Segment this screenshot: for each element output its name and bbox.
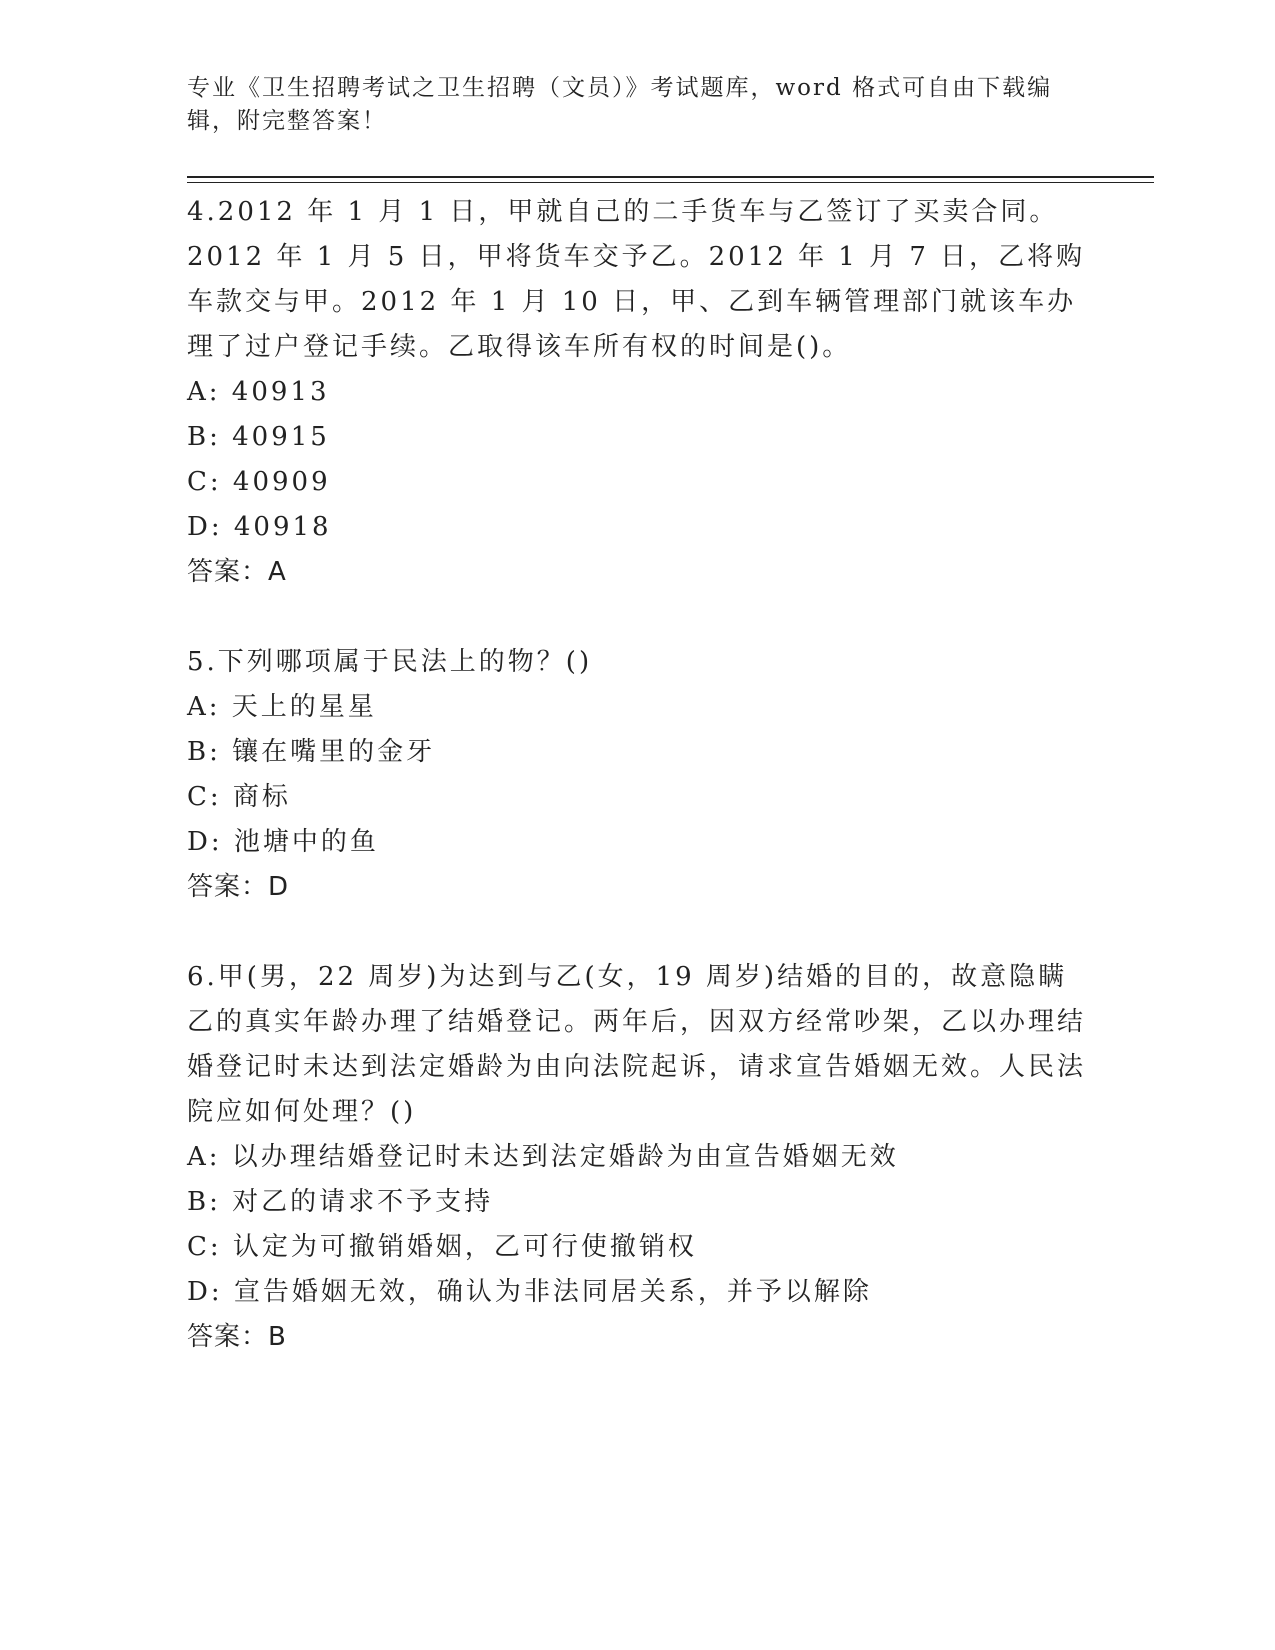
option-a: A: 天上的星星 [187,692,377,722]
option-b: B: 对乙的请求不予支持 [187,1187,494,1217]
option-b: B: 镶在嘴里的金牙 [187,737,436,767]
question-text: 6.甲(男，22 周岁)为达到与乙(女，19 周岁)结婚的目的，故意隐瞒乙的真实年龄办理了结婚登记。两年后，因双方经常吵架，乙以办理结婚登记时未达到法定婚龄为由向法院起诉，请求宣告婚姻无效。人民法院应如何处理？() [187,962,1087,1127]
answer-line: 答案：A [187,557,287,587]
question-text: 4.2012 年 1 月 1 日，甲就自己的二手货车与乙签订了买卖合同。2012 年 1 月 5 日，甲将货车交予乙。2012 年 1 月 7 日，乙将购车款交与甲。2012 年 1 月 10 日，甲、乙到车辆管理部门就该车办理了过户登记手续。乙取得该车所有权的时间是()。 [187,197,1086,362]
question-6 [187,955,1087,1360]
option-d: D: 40918 [187,512,332,542]
header-divider-thin [187,182,1154,183]
option-a: A: 以办理结婚登记时未达到法定婚龄为由宣告婚姻无效 [187,1142,899,1172]
question-spacer [187,910,1087,955]
option-b: B: 40915 [187,422,330,452]
option-c: C: 认定为可撤销婚姻，乙可行使撤销权 [187,1232,697,1262]
document-header: 专业《卫生招聘考试之卫生招聘（文员）》考试题库，word 格式可自由下载编辑，附完整答案！ [187,75,1053,134]
question-5 [187,640,1087,910]
option-d: D: 池塘中的鱼 [187,827,379,857]
question-spacer [187,595,1087,640]
header-divider-thick [187,176,1154,178]
answer-line: 答案：D [187,872,290,902]
option-a: A: 40913 [187,377,330,407]
option-c: C: 商标 [187,782,291,812]
option-d: D: 宣告婚姻无效，确认为非法同居关系，并予以解除 [187,1277,872,1307]
option-c: C: 40909 [187,467,331,497]
question-4 [187,190,1087,595]
question-text: 5.下列哪项属于民法上的物？() [187,647,593,677]
question-list [187,190,1087,1360]
answer-line: 答案：B [187,1322,287,1352]
